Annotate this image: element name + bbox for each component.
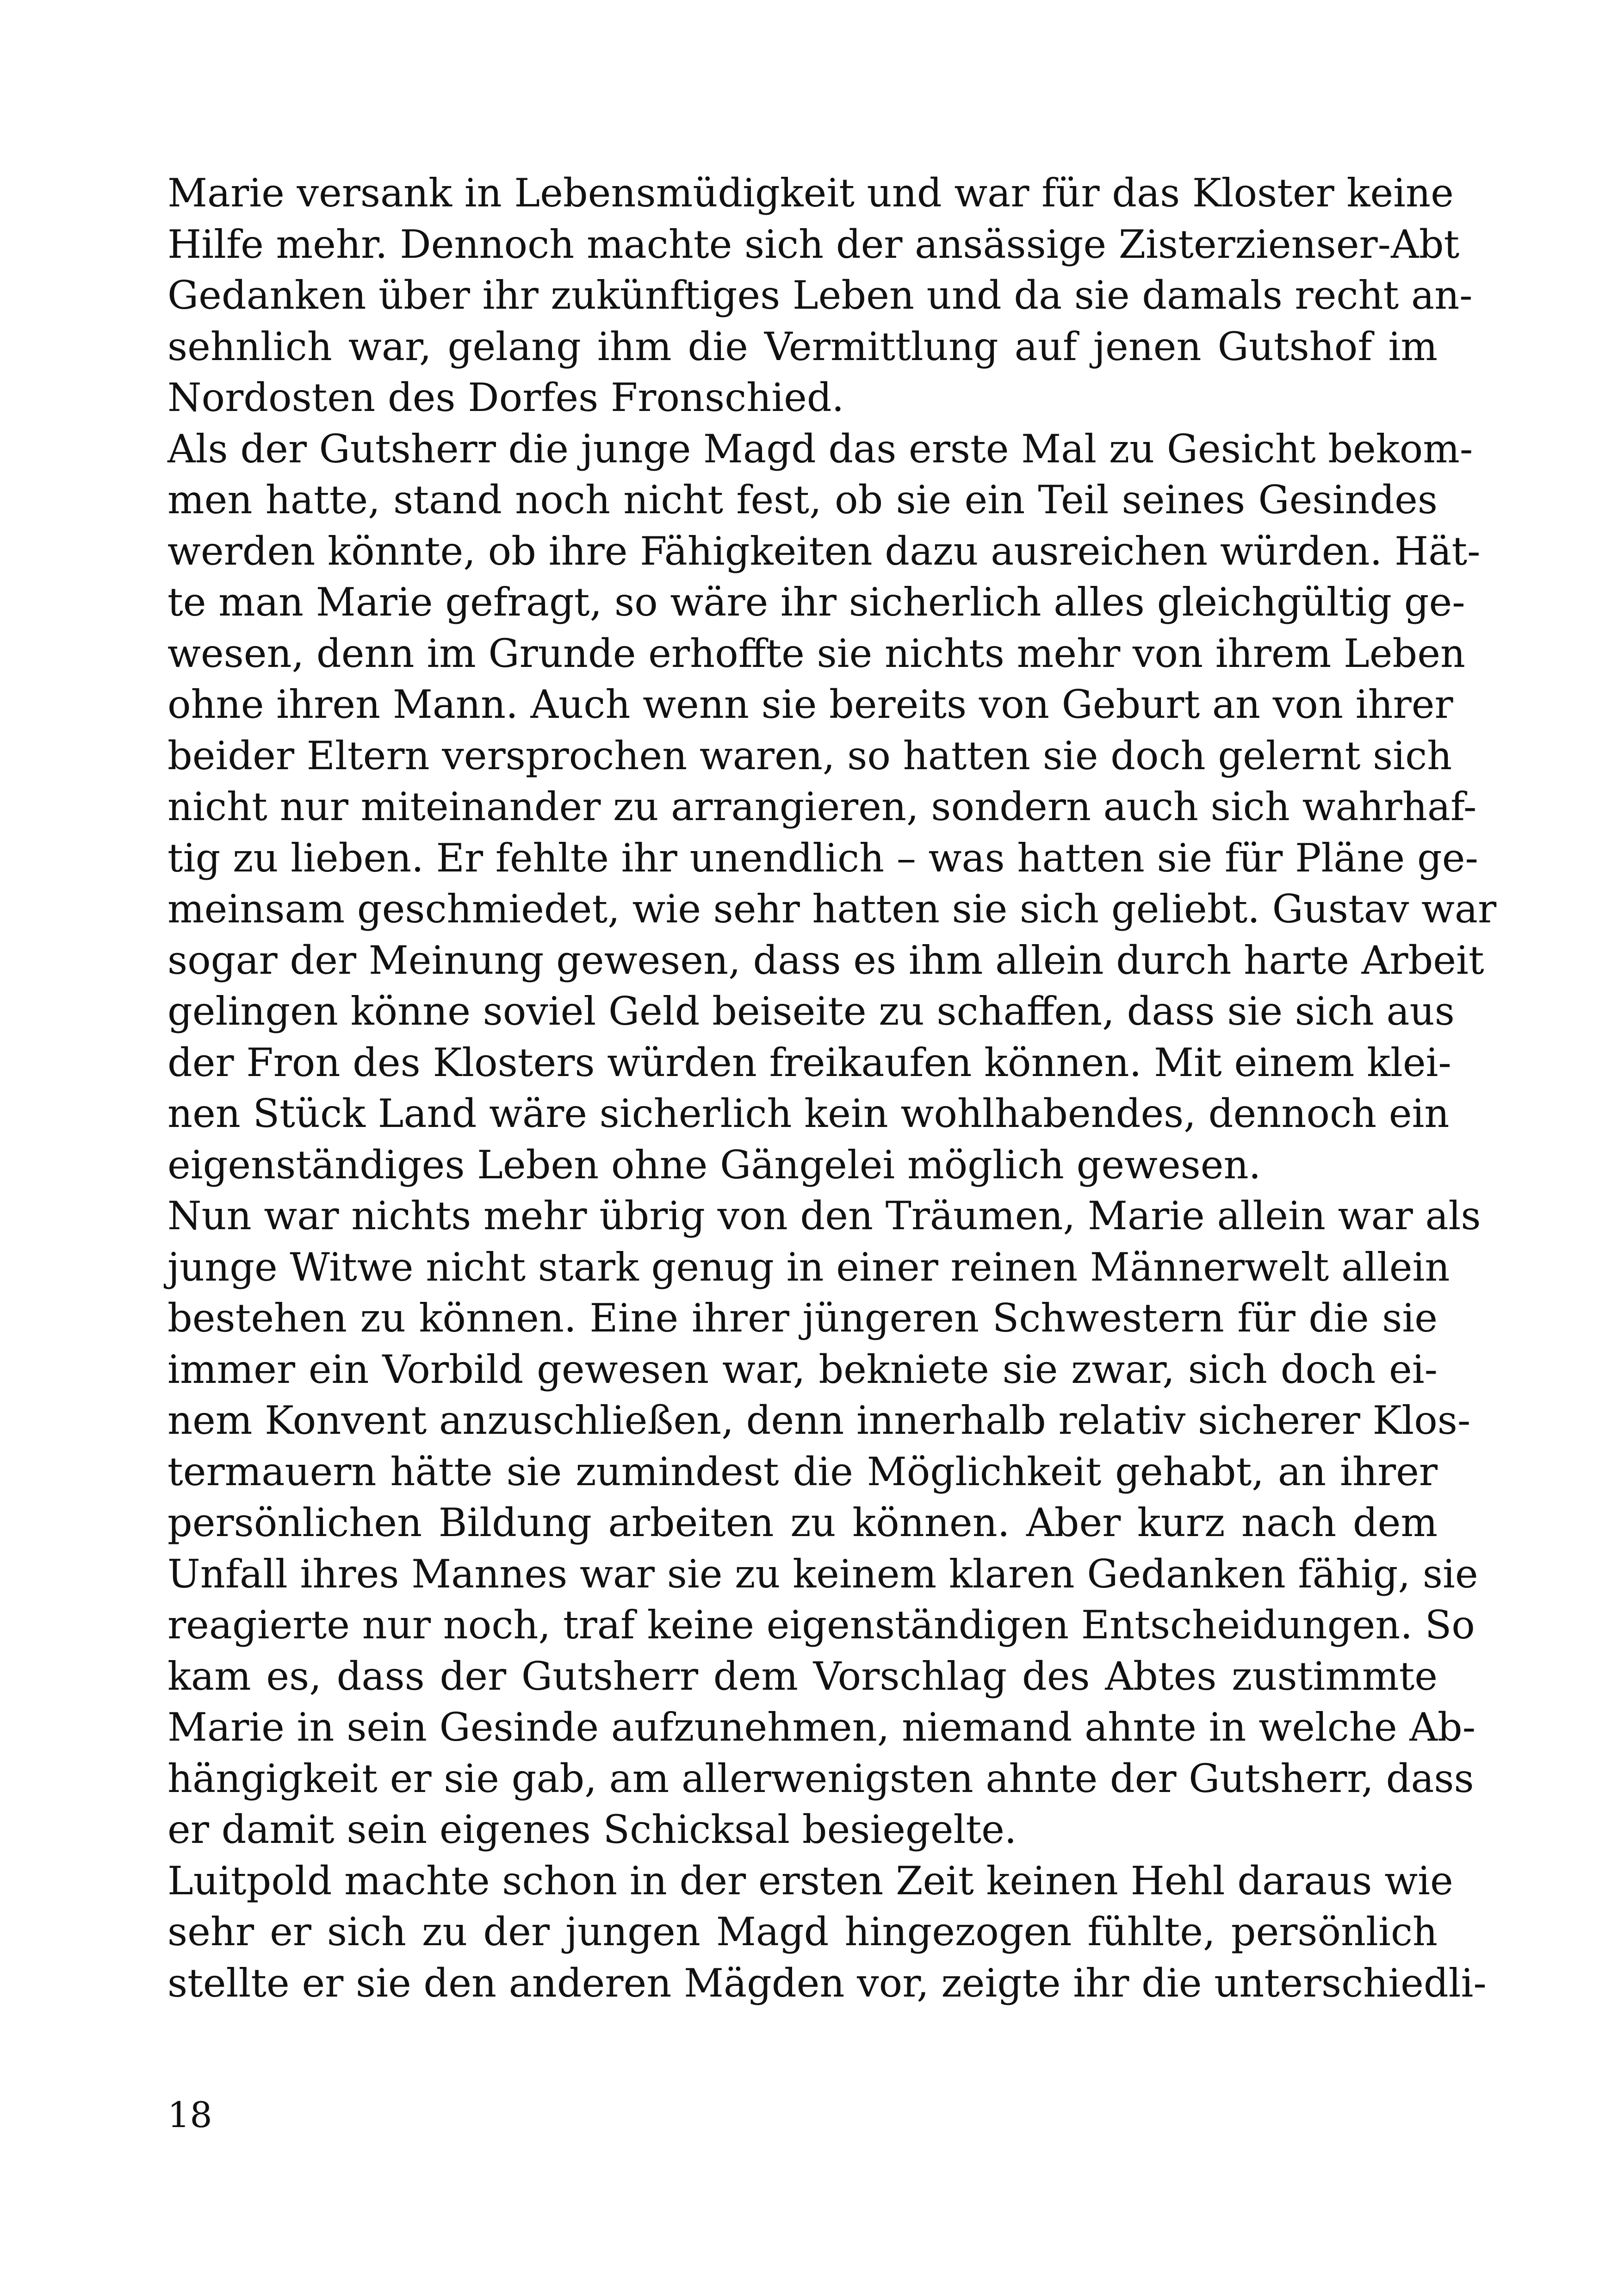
text-line: persönlichen Bildung arbeiten zu können. Aber kurz nach dem — [167, 1500, 1438, 1545]
text-line: der Fron des Klosters würden freikaufen können. Mit einem klei- — [167, 1039, 1451, 1085]
text-line: Marie in sein Gesinde aufzunehmen, niemand ahnte in welche Ab- — [167, 1705, 1476, 1750]
text-line: Nordosten des Dorfes Fronschied. — [167, 375, 844, 420]
text-line: bestehen zu können. Eine ihrer jüngeren Schwestern für die sie — [167, 1295, 1438, 1341]
text-line: Marie versank in Lebensmüdigkeit und war für das Kloster keine — [167, 170, 1454, 216]
text-line: nem Konvent anzuschließen, denn innerhalb relativ sicherer Klos- — [167, 1398, 1471, 1443]
text-line: gelingen könne soviel Geld beiseite zu schaffen, dass sie sich aus — [167, 989, 1455, 1034]
text-line: Luitpold machte schon in der ersten Zeit keinen Hehl daraus wie — [167, 1858, 1453, 1904]
text-line: ohne ihren Mann. Auch wenn sie bereits von Geburt an von ihrer — [167, 682, 1453, 727]
text-line: Unfall ihres Mannes war sie zu keinem klaren Gedanken fähig, sie — [167, 1551, 1478, 1597]
text-line: sehr er sich zu der jungen Magd hingezogen fühlte, persönlich — [167, 1909, 1438, 1954]
paragraph — [167, 423, 1497, 1191]
text-line: meinsam geschmiedet, wie sehr hatten sie sich geliebt. Gustav war — [167, 886, 1497, 932]
text-line: Nun war nichts mehr übrig von den Träumen, Marie allein war als — [167, 1193, 1481, 1238]
text-line: stellte er sie den anderen Mägden vor, zeigte ihr die unterschiedli- — [167, 1960, 1487, 2006]
paragraph — [167, 1190, 1481, 1855]
text-line: hängigkeit er sie gab, am allerwenigsten ahnte der Gutsherr, dass — [167, 1755, 1474, 1801]
text-line: te man Marie gefragt, so wäre ihr sicherlich alles gleichgültig ge- — [167, 579, 1465, 625]
text-line: nicht nur miteinander zu arrangieren, sondern auch sich wahrhaf- — [167, 784, 1477, 829]
text-line: eigenständiges Leben ohne Gängelei möglich gewesen. — [167, 1142, 1261, 1188]
text-line: men hatte, stand noch nicht fest, ob sie ein Teil seines Gesindes — [167, 477, 1438, 523]
paragraph — [167, 1855, 1487, 2009]
text-line: reagierte nur noch, traf keine eigenständigen Entscheidungen. So — [167, 1602, 1475, 1648]
text-line: immer ein Vorbild gewesen war, bekniete sie zwar, sich doch ei- — [167, 1346, 1438, 1392]
page-number: 18 — [167, 2094, 212, 2135]
text-line: er damit sein eigenes Schicksal besiegelte. — [167, 1807, 1017, 1852]
text-line: sogar der Meinung gewesen, dass es ihm allein durch harte Arbeit — [167, 937, 1484, 983]
text-line: Gedanken über ihr zukünftiges Leben und da sie damals recht an- — [167, 273, 1473, 318]
text-line: Als der Gutsherr die junge Magd das erste Mal zu Gesicht bekom- — [167, 426, 1473, 472]
paragraph — [167, 168, 1473, 423]
text-line: nen Stück Land wäre sicherlich kein wohlhabendes, dennoch ein — [167, 1091, 1450, 1136]
text-line: werden könnte, ob ihre Fähigkeiten dazu ausreichen würden. Hät- — [167, 528, 1481, 574]
text-line: wesen, denn im Grunde erhoffte sie nichts mehr von ihrem Leben — [167, 630, 1466, 676]
text-line: termauern hätte sie zumindest die Möglichkeit gehabt, an ihrer — [167, 1449, 1438, 1494]
body-text — [167, 168, 1497, 2009]
text-line: sehnlich war, gelang ihm die Vermittlung auf jenen Gutshof im — [167, 324, 1438, 369]
text-line: tig zu lieben. Er fehlte ihr unendlich – was hatten sie für Pläne ge- — [167, 835, 1478, 881]
text-line: junge Witwe nicht stark genug in einer reinen Männerwelt allein — [167, 1244, 1450, 1290]
text-line: kam es, dass der Gutsherr dem Vorschlag des Abtes zustimmte — [167, 1653, 1438, 1699]
text-line: beider Eltern versprochen waren, so hatten sie doch gelernt sich — [167, 733, 1452, 778]
text-line: Hilfe mehr. Dennoch machte sich der ansässige Zisterzienser-Abt — [167, 221, 1460, 267]
